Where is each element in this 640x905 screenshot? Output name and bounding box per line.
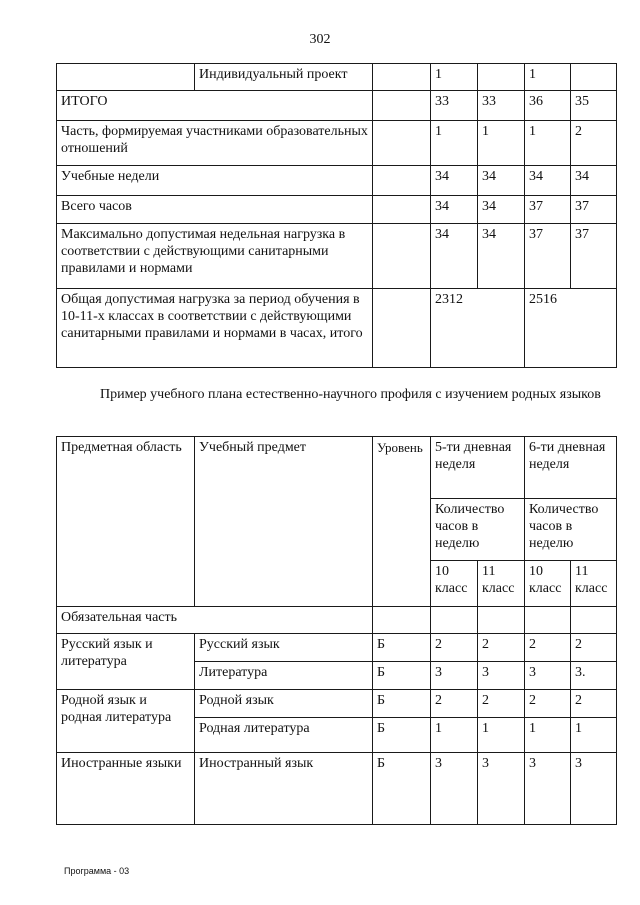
table-cell: 35	[571, 91, 617, 121]
table-cell: 1	[431, 64, 478, 91]
table-cell: 3	[431, 753, 478, 825]
table-cell	[571, 607, 617, 634]
row-label: Учебные недели	[57, 166, 373, 196]
row-label: Максимально допустимая недельная нагрузка в соответствии с действующими санитарными правилами и нормами	[57, 224, 373, 289]
table-cell: 2516	[525, 289, 617, 368]
table-cell: 3	[571, 753, 617, 825]
table-row	[57, 289, 617, 368]
table-cell	[373, 121, 431, 166]
table-cell: 1	[431, 718, 478, 753]
table-cell: 1	[525, 718, 571, 753]
table-cell	[478, 607, 525, 634]
table-cell: 2	[525, 690, 571, 718]
curriculum-plan-table	[56, 436, 617, 825]
table-cell: 34	[431, 196, 478, 224]
table-cell: 34	[571, 166, 617, 196]
table-row	[57, 166, 617, 196]
table-cell: 3	[478, 753, 525, 825]
table-cell: 2312	[431, 289, 525, 368]
row-label: Всего часов	[57, 196, 373, 224]
table-cell	[373, 224, 431, 289]
table-cell	[373, 289, 431, 368]
header-subject-area: Предметная область	[57, 437, 195, 607]
table-row	[57, 64, 617, 91]
header-row	[57, 437, 617, 499]
table-row	[57, 121, 617, 166]
table-cell: 37	[525, 224, 571, 289]
table-cell: 2	[571, 121, 617, 166]
subject-name: Родной язык	[195, 690, 373, 718]
section-row	[57, 607, 617, 634]
level-cell: Б	[373, 634, 431, 662]
section-label: Обязательная часть	[57, 607, 373, 634]
subject-name: Родная литература	[195, 718, 373, 753]
table-cell: 1	[478, 121, 525, 166]
level-cell: Б	[373, 690, 431, 718]
table-cell: 2	[478, 690, 525, 718]
table-cell: 37	[571, 196, 617, 224]
table-cell	[373, 91, 431, 121]
table-cell: 1	[525, 64, 571, 91]
table-cell	[373, 166, 431, 196]
table-cell: 3	[525, 753, 571, 825]
table-cell	[57, 64, 195, 91]
row-label: Общая допустимая нагрузка за период обучения в 10-11-х классах в соответствии с действующими санитарными правилами и нормами в часах, итого	[57, 289, 373, 368]
page-number: 302	[309, 32, 331, 47]
table-cell: 33	[431, 91, 478, 121]
table-cell	[571, 64, 617, 91]
table-cell: 2	[525, 634, 571, 662]
footer-note: Программа - 03	[64, 866, 130, 876]
table-cell: 34	[431, 166, 478, 196]
table-cell: 1	[431, 121, 478, 166]
table-cell: 37	[571, 224, 617, 289]
table-cell: 37	[525, 196, 571, 224]
table-cell: 34	[478, 224, 525, 289]
table-row	[57, 91, 617, 121]
row-label: Индивидуальный проект	[195, 64, 373, 91]
table-cell: 2	[571, 690, 617, 718]
subject-area: Русский язык и литература	[57, 634, 195, 690]
table-cell: 3	[525, 662, 571, 690]
subject-name: Русский язык	[195, 634, 373, 662]
header-hours-five: Количество часов в неделю	[431, 499, 525, 561]
row-label: Часть, формируемая участниками образовательных отношений	[57, 121, 373, 166]
header-grade-10: 10 класс	[431, 561, 478, 607]
header-subject: Учебный предмет	[195, 437, 373, 607]
subject-name: Иностранный язык	[195, 753, 373, 825]
table-row	[57, 224, 617, 289]
table-cell: 33	[478, 91, 525, 121]
table-cell	[373, 607, 431, 634]
header-five-day-week: 5-ти дневная неделя	[431, 437, 525, 499]
table-cell	[525, 607, 571, 634]
header-grade-11: 11 класс	[571, 561, 617, 607]
header-grade-10: 10 класс	[525, 561, 571, 607]
subject-area: Родной язык и родная литература	[57, 690, 195, 753]
level-cell: Б	[373, 718, 431, 753]
table-row	[57, 753, 617, 825]
level-cell: Б	[373, 662, 431, 690]
table-cell	[431, 607, 478, 634]
table-cell: 2	[431, 690, 478, 718]
table-cell	[373, 64, 431, 91]
subject-area: Иностранные языки	[57, 753, 195, 825]
table-cell: 3	[431, 662, 478, 690]
header-hours-six: Количество часов в неделю	[525, 499, 617, 561]
table-cell: 2	[431, 634, 478, 662]
subject-name: Литература	[195, 662, 373, 690]
header-six-day-week: 6-ти дневная неделя	[525, 437, 617, 499]
table-cell: 36	[525, 91, 571, 121]
table-cell: 34	[478, 196, 525, 224]
curriculum-summary-table	[56, 63, 617, 368]
table-cell: 34	[478, 166, 525, 196]
header-level: Уровень	[373, 437, 431, 607]
level-cell: Б	[373, 753, 431, 825]
table-caption: Пример учебного плана естественно-научного профиля с изучением родных языков	[100, 387, 601, 402]
table-cell: 1	[571, 718, 617, 753]
table-cell: 2	[478, 634, 525, 662]
table-cell: 34	[431, 224, 478, 289]
table-row	[57, 196, 617, 224]
table-cell: 3.	[571, 662, 617, 690]
table-cell: 3	[478, 662, 525, 690]
table-cell: 1	[478, 718, 525, 753]
table-row	[57, 634, 617, 662]
table-row	[57, 690, 617, 718]
header-grade-11: 11 класс	[478, 561, 525, 607]
table-cell	[373, 196, 431, 224]
table-cell: 2	[571, 634, 617, 662]
table-cell: 34	[525, 166, 571, 196]
row-label: ИТОГО	[57, 91, 373, 121]
table-cell: 1	[525, 121, 571, 166]
table-cell	[478, 64, 525, 91]
